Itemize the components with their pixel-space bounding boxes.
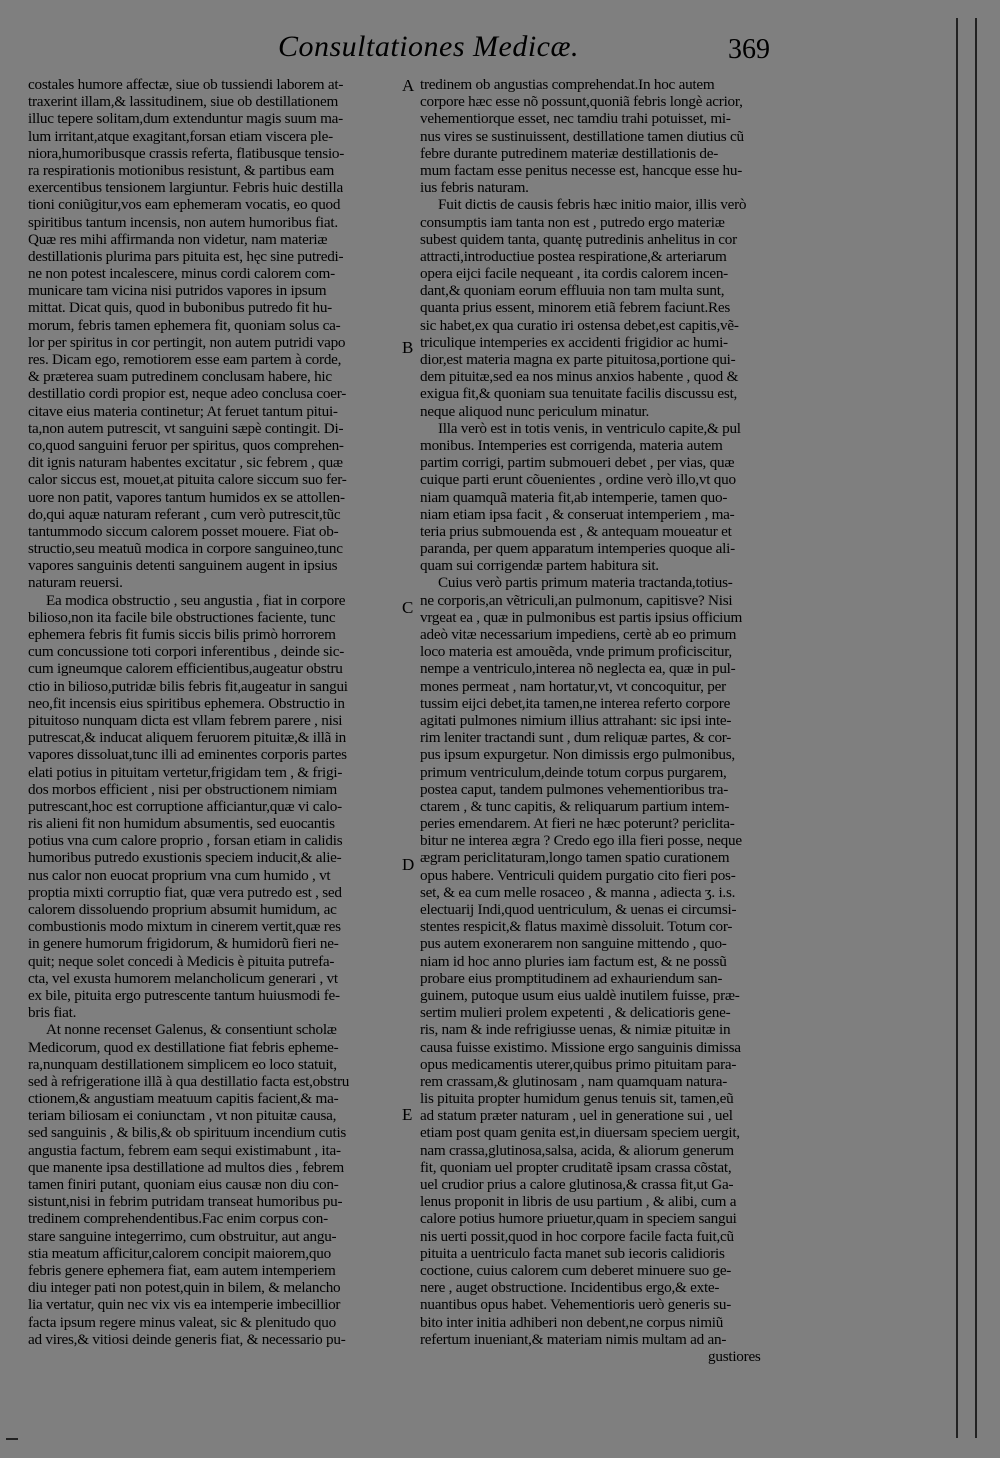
text-line: teriam biliosam ei coniunctam , vt non pituitæ causa, <box>28 1107 337 1125</box>
text-line: nuantibus opus habet. Vehementioris uerò generis su- <box>420 1296 732 1314</box>
text-line: rem crassam,& glutinosam , nam quamquam natura- <box>420 1072 728 1090</box>
text-line: que manente ipsa destillatione ad multos dies , febrem <box>28 1158 344 1176</box>
text-line: ris, nam & inde refrigiusse uenas, & nimiæ pituitæ in <box>420 1021 731 1039</box>
text-line: refertum inueniant,& materiam nimis multam ad an- <box>420 1330 727 1348</box>
text-line: lis pituita propter humidum genus tenuis sit, tamen,eũ <box>420 1090 734 1108</box>
text-line: pituita a uentriculo facta manet sub iecoris calidioris <box>420 1244 725 1262</box>
text-line: putrescant,hoc est corruptione afficiantur,quæ vi calo- <box>28 797 342 815</box>
text-line: facta ipsum regere minus valeat, sic & plenitudo quo <box>28 1313 336 1331</box>
text-line: sistunt,nisi in febrim putridam transeat humoribus pu- <box>28 1193 343 1211</box>
text-line: uore non patit, vapores tantum humidos ex se attollen- <box>28 488 345 506</box>
text-line: ctio in bilioso,putridæ bilis febris fit,augeatur in sangui <box>28 677 348 695</box>
text-line: ctionem,& angustiam meatuum capitis facient,& ma- <box>28 1090 339 1108</box>
text-line: monibus. Intemperies est corrigenda, materia autem <box>420 436 723 454</box>
text-line: exigua fit,& quoniam sua tenuitate facilis discussu est, <box>420 385 738 403</box>
text-line: structio,seu meatuũ modica in corpore sanguineo,tunc <box>28 540 343 558</box>
text-line: teria prius submouenda est , & antequam moueatur et <box>420 522 732 540</box>
text-line: ægram periclitaturam,longo tamen spatio curationem <box>420 849 730 867</box>
text-line: calorem dissoluendo proprium absumit humidum, ac <box>28 901 337 918</box>
text-line: pus ipsum expurgetur. Non dimissis ergo pulmonibus, <box>420 746 735 764</box>
text-line: dit ignis naturam habentes excitatur , sic febrem , quæ <box>28 454 343 472</box>
text-line: probare eius promptitudinem ad exhauriendum san- <box>420 969 723 987</box>
text-line: Quæ res mihi affirmanda non videtur, nam materiæ <box>28 230 328 248</box>
text-line: sertim mulieri prolem expetenti , & delicatioris gene- <box>420 1004 731 1022</box>
text-line: combustionis modo mixtum in cinerem vertit,quæ res <box>28 918 341 936</box>
text-line: humoribus putredo exustionis speciem inducit,& alie- <box>28 849 342 867</box>
text-line: rim leniter tractandi sunt , dum reliquæ partes, & cor- <box>420 729 732 747</box>
text-line: ius febris naturam. <box>420 179 529 197</box>
text-line: triculique intemperies ex accidenti frigidior ac humi- <box>420 333 728 351</box>
text-line: morum, febris tamen ephemera fit, quoniam solus ca- <box>28 316 341 334</box>
margin-letter-c: C <box>402 598 414 617</box>
text-line: ra,nunquam destillationem simplicem eo loco statuit, <box>28 1055 337 1073</box>
text-line: niam etiam ipsa facit , & conseruat intemperiem , ma- <box>420 505 735 523</box>
text-line: febris genere ephemera fiat, eam autem intemperiem <box>28 1261 336 1279</box>
text-line: nis uerti possit,quod in hoc corpore facile facta fuit,cũ <box>420 1227 734 1245</box>
text-line: consumptis iam tanta non est , putredo ergo materiæ <box>420 213 725 231</box>
text-line: diu integer pati non potest,quin in bilem, & melancho <box>28 1279 341 1297</box>
right-text-column <box>420 76 795 1365</box>
text-line: vapores sanguinis detenti sanguinem augent in ipsius <box>28 557 338 575</box>
text-line: opus habere. Ventriculi quidem purgatio cito fieri pos- <box>420 866 736 884</box>
text-line: ra respirationis motionibus resistunt, & partibus eam <box>28 161 335 179</box>
text-line: lor per spiritus in cor pertingit, non autem putridi vapo <box>28 333 346 351</box>
binding-edge-line <box>956 18 958 1438</box>
text-line: peries emendarem. At fieri ne hæc poterunt? periclita- <box>420 815 735 833</box>
text-line: municare tam vicina nisi putridos vapores in ipsum <box>28 282 327 300</box>
text-line: mones permeat , nam hortatur,vt, vt concoquitur, per <box>420 677 726 695</box>
text-line: fit, quoniam uel propter cruditatẽ ipsam crassa cõstat, <box>420 1158 732 1176</box>
text-line: primum ventriculum,deinde totum corpus purgarem, <box>420 763 727 781</box>
text-line: bris fiat. <box>28 1004 77 1022</box>
text-line: tredinem comprehendentibus.Fac enim corpus con- <box>28 1210 328 1228</box>
text-line: At nonne recenset Galenus, & consentiunt scholæ <box>46 1021 337 1039</box>
text-line: destillationis plurima pars pituita est, hęc sine putredi- <box>28 247 344 265</box>
text-line: agitati pulmones nimium illius attrahant: sic ipsi inte- <box>420 711 732 729</box>
text-line: calore potius humore priuetur,quam in speciem sangui <box>420 1210 737 1228</box>
text-line: niam quamquã materia fit,ab intemperie, tamen quo- <box>420 488 728 506</box>
text-line: opus medicamentis uterer,quibus primo pituitam para- <box>420 1055 737 1073</box>
text-line: tantummodo siccum calorem posset mouere. Fiat ob- <box>28 522 339 540</box>
text-line: nam crassa,glutinosa,salsa, acida, & aliorum generum <box>420 1141 734 1159</box>
text-line: pus autem exonerarem non sanguine mittendo , quo- <box>420 935 727 953</box>
text-line: dem pituitæ,sed ea nos minus anxios habente , quod & <box>420 368 739 386</box>
text-line: vrgeat ea , quæ in pulmonibus est partis ipsius officium <box>420 608 743 626</box>
text-line: stia meatum afficitur,calorem concipit maiorem,quo <box>28 1244 331 1262</box>
text-line: ne corporis,an vẽtriculi,an pulmonum, capitisve? Nisi <box>420 591 733 609</box>
text-line: Ea modica obstructio , seu angustia , fiat in corpore <box>46 591 346 609</box>
text-line: causa fuisse existimo. Missione ergo sanguinis dimissa <box>420 1038 741 1056</box>
running-title: Consultationes Medicæ. <box>278 30 579 63</box>
text-line: & præterea suam putredinem conclusam habere, hic <box>28 368 332 386</box>
text-line: potius vna cum calore proprio , forsan etiam in calidis <box>28 832 343 850</box>
text-line: tamen finiri putant, quoniam eius causæ non diu con- <box>28 1176 339 1193</box>
text-line: stare sanguine integerrimo, cum obstruitur, aut angu- <box>28 1227 337 1245</box>
text-line: loco materia est amouẽda, vnde primum proficiscitur, <box>420 643 732 661</box>
text-line: partim corrigi, partim submoueri debet , per vias, quæ <box>420 454 735 472</box>
text-line: naturam reuersi. <box>28 574 123 592</box>
text-line: neo,fit incensis eius spiritibus ephemera. Obstructio in <box>28 694 345 712</box>
text-line: mittat. Dicat quis, quod in bubonibus putredo fit hu- <box>28 299 332 317</box>
margin-letter-e: E <box>402 1105 413 1124</box>
text-line: neque aliquod nunc periculum minatur. <box>420 402 650 420</box>
text-line: febre durante putredinem materiæ destillationis de- <box>420 144 719 162</box>
text-line: attracti,introductiue postea respiratione,& arteriarum <box>420 247 727 265</box>
text-line: corpore hæc esse nõ possunt,quoniã febris longè acrior, <box>420 93 743 111</box>
text-line: tioni coniũgitur,vos eam ephemeram vocatis, eo quod <box>28 196 341 214</box>
text-line: electuarij Indi,quod uentriculum, & uenas ei circumsi- <box>420 901 737 918</box>
text-line: putrescat,& inducat aliquem feruorem pituitæ,& illã in <box>28 729 347 747</box>
text-line: spiritibus tantum incensis, non autem humoribus fiat. <box>28 213 338 231</box>
text-line: paranda, per quem apparatum intemperies quoque ali- <box>420 540 735 558</box>
text-line: calor siccus est, mouet,at pituita calore siccum suo fer- <box>28 471 347 489</box>
text-line: tredinem ob angustias comprehendat.In hoc autem <box>420 76 715 93</box>
text-line: ephemera febris fit fumis siccis bilis primò horrorem <box>28 626 336 643</box>
text-line: niora,humoribusque crassis referta, flatibusque tensio- <box>28 144 345 162</box>
text-line: angustia factum, febrem eam sequi existimabunt , ita- <box>28 1141 341 1159</box>
text-line: quam sui corrigendæ partem habitura sit. <box>420 557 659 575</box>
text-line: stentes respicit,& flatus maximè dissoluit. Totum cor- <box>420 918 733 936</box>
text-line: cta, vel exusta humorem melancholicum generari , vt <box>28 969 338 987</box>
text-line: nere , auget obstructione. Incidentibus ergo,& exte- <box>420 1279 720 1297</box>
binding-edge-line-outer <box>975 18 977 1438</box>
text-line: set, & ea cum melle rosaceo , & manna , adiecta ʒ. i.s. <box>420 883 736 901</box>
text-line: citave eius materia continetur; At feruet tantum pitui- <box>28 402 338 420</box>
text-line: Medicorum, quod ex destillatione fiat febris epheme- <box>28 1038 339 1056</box>
text-line: dos morbos efficient , nisi per obstructionem nimiam <box>28 780 337 798</box>
text-line: ris alieni fit non humidum absumentis, sed euocantis <box>28 815 335 833</box>
text-line: res. Dicam ego, remotiorem esse eam partem à corde, <box>28 351 342 368</box>
text-line: opera eijci facile nequeant , ita cordis calorem incen- <box>420 265 728 283</box>
margin-letter-d: D <box>402 855 415 874</box>
text-line: pituitoso nunquam dicta est vllam febrem parere , nisi <box>28 711 343 729</box>
left-text-column <box>28 76 413 1348</box>
text-line: cum concussione toti corpori inferentibus , deinde sic- <box>28 643 345 661</box>
text-line: lum irritant,atque exagitant,forsan etiam viscera ple- <box>28 127 333 145</box>
text-line: ctarem , & tunc capitis, & reliquarum partium intem- <box>420 797 730 815</box>
text-line: ne non potest incalescere, minus cordi calorem com- <box>28 265 335 283</box>
text-line: bitur ne interea ægra ? Credo ego illa fieri posse, neque <box>420 832 742 850</box>
text-line: guinem, putoque usum eius ualdè inutilem fuisse, præ- <box>420 986 740 1004</box>
text-line: bilioso,non ita facile bile obstructiones faciente, tunc <box>28 608 336 626</box>
corner-mark <box>6 1438 18 1440</box>
text-line: adeò vitæ necessarium impediens, certè ab eo primum <box>420 626 737 643</box>
text-line: etiam post quam genita est,in diuersam speciem uergit, <box>420 1124 740 1142</box>
margin-letter-b: B <box>402 338 414 357</box>
text-line: nempe a ventriculo,interea nõ neglecta ea, quæ in pul- <box>420 660 736 678</box>
text-line: vapores dissoluat,tunc illi ad eminentes corporis partes <box>28 746 347 764</box>
catchword: gustiores <box>708 1347 761 1365</box>
text-line: ta,non autem putrescit, vt sanguini sæpè contingit. Di- <box>28 419 344 437</box>
text-line: tussim eijci debet,ita tamen,ne interea referto corpore <box>420 694 731 712</box>
text-line: sic habet,ex qua curatio iri ostensa debet,est capitis,vẽ- <box>420 316 739 334</box>
text-line: dant,& quoniam eorum effluuia non tam multa sunt, <box>420 282 725 300</box>
text-line: proptia mixti corruptio fiat, quæ vera putredo est , sed <box>28 883 342 901</box>
text-line: ad vires,& vitiosi deinde generis fiat, & necessario pu- <box>28 1330 346 1348</box>
text-line: ad statum præter naturam , uel in generatione sui , uel <box>420 1107 733 1125</box>
text-line: nus calor non euocat proprium vna cum humido , vt <box>28 866 331 884</box>
text-line: cuique parti erunt cõuenientes , ordine verò illo,vt quo <box>420 471 736 489</box>
text-line: niam id hoc anno pluries iam factum est, & ne possũ <box>420 952 727 970</box>
text-line: exercentibus tensionem largiuntur. Febris huic destilla <box>28 179 343 197</box>
text-line: cum igneumque calorem efficientibus,augeatur obstru <box>28 660 343 678</box>
text-line: costales humore affectæ, siue ob tussiendi laborem at- <box>28 76 344 93</box>
text-line: lenus proponit in libris de usu partium , & alibi, cum a <box>420 1193 737 1211</box>
text-line: elati potius in pituitam vertetur,frigidam tem , & frigi- <box>28 763 343 781</box>
text-line: Illa verò est in totis venis, in ventriculo capite,& pul <box>438 419 741 437</box>
text-line: Fuit dictis de causis febris hæc initio maior, illis verò <box>438 196 747 214</box>
text-line: lia vertatur, quin nec vix vis ea intemperie imbecillior <box>28 1296 341 1314</box>
text-line: quanta prius essent, minorem etiã febrem faciunt.Res <box>420 299 731 317</box>
text-line: traxerint illam,& lassitudinem, siue ob destillationem <box>28 93 339 111</box>
text-line: Cuius verò partis primum materia tractanda,totius- <box>438 574 733 592</box>
text-line: bito inter initia adhiberi non debent,ne corpus nimiũ <box>420 1313 724 1331</box>
text-line: uel crudior prius a calore glutinosa,& crassa fit,ut Ga- <box>420 1176 734 1193</box>
text-line: nus vires se sustinuissent, destillatione tamen diutius cũ <box>420 127 744 145</box>
text-line: destillatio cordi propior est, neque adeo conclusa coer- <box>28 385 347 403</box>
text-line: postea caput, tandem pulmones vehementioribus tra- <box>420 780 729 798</box>
text-line: co,quod sanguini feruor per spiritus, quos comprehen- <box>28 436 344 454</box>
text-line: in genere humorum frigidorum, & humidorũ fieri ne- <box>28 935 339 953</box>
text-line: mum factam esse penitus necesse est, hancque esse hu- <box>420 161 743 179</box>
text-line: sed sanguinis , & bilis,& ob spirituum incendium cutis <box>28 1124 347 1142</box>
text-line: coctione, cuius calorem cum deberet minuere suo ge- <box>420 1261 732 1279</box>
margin-letter-a: A <box>402 76 415 95</box>
text-line: dior,est materia magna ex parte pituitosa,portione qui- <box>420 351 736 368</box>
text-line: do,qui aquæ naturam referant , cum verò putrescit,tũc <box>28 505 341 523</box>
text-line: vehementiorque esset, nec tamdiu trahi potuisset, mi- <box>420 110 731 128</box>
page-number: 369 <box>728 34 770 65</box>
text-line: illuc tepere solitam,dum extenduntur magis suum ma- <box>28 110 343 128</box>
text-line: ex bile, pituita ergo putrescente tantum huiusmodi fe- <box>28 986 340 1004</box>
text-line: subest quidem tanta, quantę putredinis anhelitus in cor <box>420 230 737 248</box>
text-line: quit; neque solet concedi à Medicis è pituita putrefa- <box>28 952 335 970</box>
text-line: sed à refrigeratione illã à qua destillatio facta est,obstru <box>28 1072 350 1090</box>
